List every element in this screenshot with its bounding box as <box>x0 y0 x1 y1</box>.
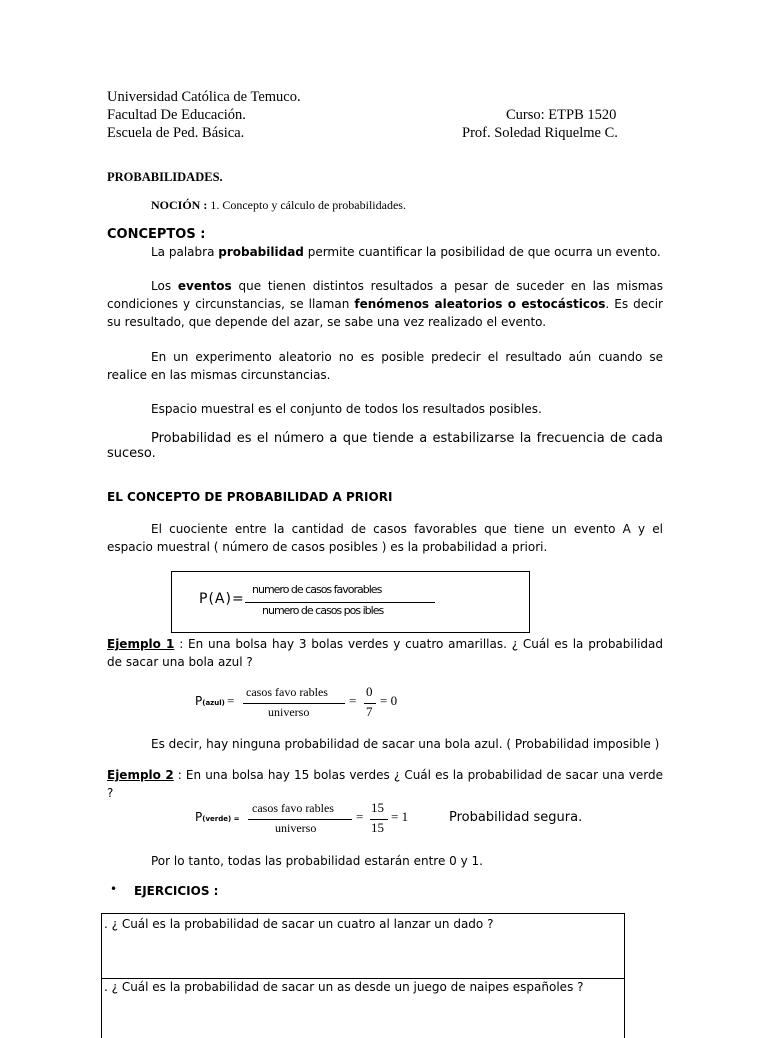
conceptos-heading: CONCEPTOS : <box>107 227 206 242</box>
p4-text: Espacio muestral es el conjunto de todos los resultados posibles. <box>151 402 542 416</box>
page-title: PROBABILIDADES. <box>107 170 223 184</box>
apriori-paragraph <box>107 520 663 556</box>
nocion-line <box>151 198 406 213</box>
p1-text-a: La palabra <box>151 245 219 259</box>
p1-text-b: permite cuantificar la posibilidad de que ocurra un evento. <box>303 245 661 259</box>
formula-lhs: P(A)= <box>199 591 245 607</box>
p5-text: Probabilidad es el número a que tiende a estabilizarse la frecuencia de cada suceso. <box>107 431 663 461</box>
conceptos-paragraph-5 <box>107 431 663 461</box>
p1-bold: probabilidad <box>218 245 304 259</box>
apriori-heading: EL CONCEPTO DE PROBABILIDAD A PRIORI <box>107 490 393 504</box>
ejercicios-bullet: • <box>110 882 118 896</box>
exercise-question-1: . ¿ Cuál es la probabilidad de sacar un cuatro al lanzar un dado ? <box>104 917 494 931</box>
p2-text-b: que tienen distintos resultados a pesar de suceder en las mismas condiciones y circunstancias, se llaman <box>107 279 664 311</box>
ejemplo2-value-num: 15 <box>371 800 384 815</box>
ejercicios-heading: EJERCICIOS : <box>134 884 219 898</box>
ejemplo2-paragraph <box>107 766 663 802</box>
ejemplo2-conclusion-para <box>107 852 663 870</box>
ejemplo2-numerator: casos favo rables <box>252 801 334 815</box>
ejemplo2-value-den: 15 <box>371 820 384 835</box>
ejemplo2-denominator: universo <box>275 821 317 835</box>
p2-bold-fenomenos: fenómenos aleatorios o estocásticos <box>354 297 606 311</box>
p2-text-c: . Es decir su resultado, que depende del azar, se sabe una vez realizado el evento. <box>107 297 663 329</box>
ejemplo2-text: : En una bolsa hay 15 bolas verdes ¿ Cuál es la probabilidad de sacar una verde ? <box>107 768 663 800</box>
ejemplo2-formula-p <box>195 810 239 824</box>
ejemplo1-denominator: universo <box>268 705 310 719</box>
ejemplo1-p: P <box>195 694 203 708</box>
ejemplo1-value-den: 7 <box>366 704 373 719</box>
nocion-label: NOCIÓN : <box>151 198 208 212</box>
nocion-text: 1. Concepto y cálculo de probabilidades. <box>210 198 406 212</box>
conceptos-paragraph-1 <box>107 243 663 261</box>
ejemplo1-formula-p <box>195 694 225 708</box>
ejemplo2-note: Probabilidad segura. <box>449 810 583 825</box>
faculty-name: Facultad De Educación. <box>107 107 246 123</box>
formula-fraction-line <box>245 602 435 603</box>
ejemplo1-eq: = <box>227 693 235 708</box>
formula-denominator: numero de casos pos ibles <box>262 604 384 617</box>
apriori-text: El cuociente entre la cantidad de casos favorables que tiene un evento A y el espacio muestral ( número de casos posibles ) es la probabilidad a priori. <box>107 522 663 554</box>
course-code: Curso: ETPB 1520 <box>506 107 617 123</box>
ejemplo1-fraction-line <box>243 703 345 704</box>
ejemplo2-p: P <box>195 810 203 824</box>
professor-name: Prof. Soledad Riquelme C. <box>462 125 618 141</box>
p3-text: En un experimento aleatorio no es posible predecir el resultado aún cuando se realice en las mismas circunstancias. <box>107 350 663 382</box>
ejemplo1-conclusion-para <box>107 735 663 753</box>
ejemplo2-fraction-line <box>248 819 352 820</box>
ejemplo2-conclusion: Por lo tanto, todas las probabilidad estarán entre 0 y 1. <box>151 854 483 868</box>
ejemplo2-label: Ejemplo 2 <box>107 768 174 782</box>
ejemplo1-numerator: casos favo rables <box>246 685 328 699</box>
conceptos-paragraph-2 <box>107 277 663 331</box>
conceptos-paragraph-4 <box>107 400 663 418</box>
school-name: Escuela de Ped. Básica. <box>107 125 245 141</box>
formula-numerator: numero de casos favorables <box>252 583 382 596</box>
ejemplo1-result: = 0 <box>380 693 398 708</box>
ejemplo1-paragraph <box>107 635 663 671</box>
ejemplo1-sub: (azul) <box>202 699 225 707</box>
conceptos-paragraph-3 <box>107 348 663 384</box>
p2-bold-eventos: eventos <box>177 279 232 293</box>
ejemplo1-conclusion: Es decir, hay ninguna probabilidad de sacar una bola azul. ( Probabilidad imposible ) <box>151 737 660 751</box>
ejemplo2-result: = 1 <box>391 809 409 824</box>
ejemplo1-eq2: = <box>349 693 357 708</box>
p2-text-a: Los <box>151 279 178 293</box>
university-name: Universidad Católica de Temuco. <box>107 89 301 105</box>
ejemplo1-text: : En una bolsa hay 3 bolas verdes y cuatro amarillas. ¿ Cuál es la probabilidad de sacar una bola azul ? <box>107 637 663 669</box>
ejemplo2-sub: (verde) = <box>202 815 240 823</box>
exercise-question-2: . ¿ Cuál es la probabilidad de sacar un as desde un juego de naipes españoles ? <box>104 980 584 994</box>
ejemplo1-value-num: 0 <box>366 684 373 699</box>
ejemplo2-eq2: = <box>356 809 364 824</box>
ejemplo1-label: Ejemplo 1 <box>107 637 175 651</box>
